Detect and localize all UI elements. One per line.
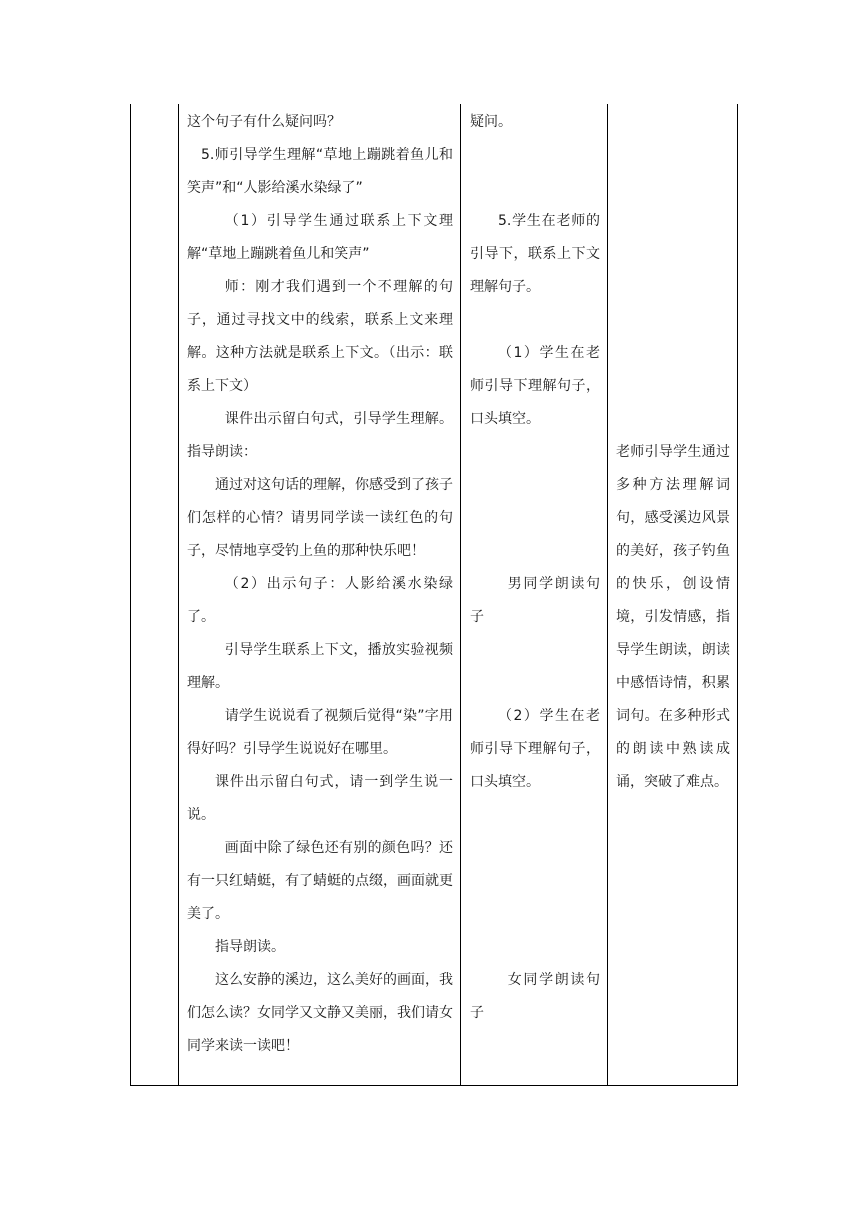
student-text-2: 5.学生在老师的引导下，联系上下文理解句子。: [470, 213, 600, 295]
design-intent-column: [616, 106, 730, 799]
teacher-text-10: 课件出示留白句式，请一到学生说一说。: [187, 774, 453, 823]
teacher-text-6: 通过对这句话的理解，你感受到了孩子们怎样的心情？请男同学读一读红色的句子，尽情地享受钓上鱼的那种快乐吧！: [187, 477, 453, 559]
teacher-text-13: 这么安静的溪边，这么美好的画面，我们怎么读？女同学又文静又美丽，我们请女同学来读一读吧！: [187, 972, 453, 1054]
teacher-text-9: 请学生说说看了视频后觉得“染”字用得好吗？引导学生说说好在哪里。: [187, 708, 453, 757]
table-divider-1: [178, 104, 179, 1086]
teacher-text-4: 师：刚才我们遇到一个不理解的句子，通过寻找文中的线索，联系上文来理解。这种方法就是联系上下文。（出示：联系上下文）: [187, 279, 453, 394]
teacher-text-11: 画面中除了绿色还有别的颜色吗？还有一只红蜻蜓，有了蜻蜓的点缀，画面就更美了。: [187, 840, 453, 922]
student-text-6: 女同学朗读句子: [470, 972, 600, 1021]
table-border-left: [130, 104, 131, 1086]
table-divider-3: [607, 104, 608, 1086]
teacher-text-5: 课件出示留白句式，引导学生理解。指导朗读：: [187, 411, 453, 460]
student-text-3: （1）学生在老师引导下理解句子，口头填空。: [470, 345, 600, 427]
teacher-text-7: （2）出示句子：人影给溪水染绿了。: [187, 576, 453, 625]
design-intent-text: 老师引导学生通过多种方法理解词句，感受溪边风景的美好，孩子钓鱼的快乐，创设情境，引发情感，指导学生朗读，朗读中感悟诗情，积累词句。在多种形式的朗读中熟读成诵，突破了难点。: [616, 444, 730, 790]
table-border-bottom: [130, 1085, 738, 1086]
teacher-text-8: 引导学生联系上下文，播放实验视频理解。: [187, 642, 453, 691]
table-border-right: [737, 104, 738, 1086]
table-divider-2: [460, 104, 461, 1086]
student-text-1: 疑问。: [470, 114, 512, 130]
teacher-text-2: 5.师引导学生理解“草地上蹦跳着鱼儿和笑声”和“人影给溪水染绿了”: [187, 147, 453, 196]
student-text-4: 男同学朗读句子: [470, 576, 600, 625]
teacher-text-12: 指导朗读。: [215, 939, 285, 955]
teacher-text-1: 这个句子有什么疑问吗？: [187, 114, 341, 130]
teacher-text-3: （1）引导学生通过联系上下文理解“草地上蹦跳着鱼儿和笑声”: [187, 213, 453, 262]
student-text-5: （2）学生在老师引导下理解句子，口头填空。: [470, 708, 600, 790]
student-activity-column: [470, 106, 600, 1030]
teacher-activity-column: [187, 106, 453, 1063]
